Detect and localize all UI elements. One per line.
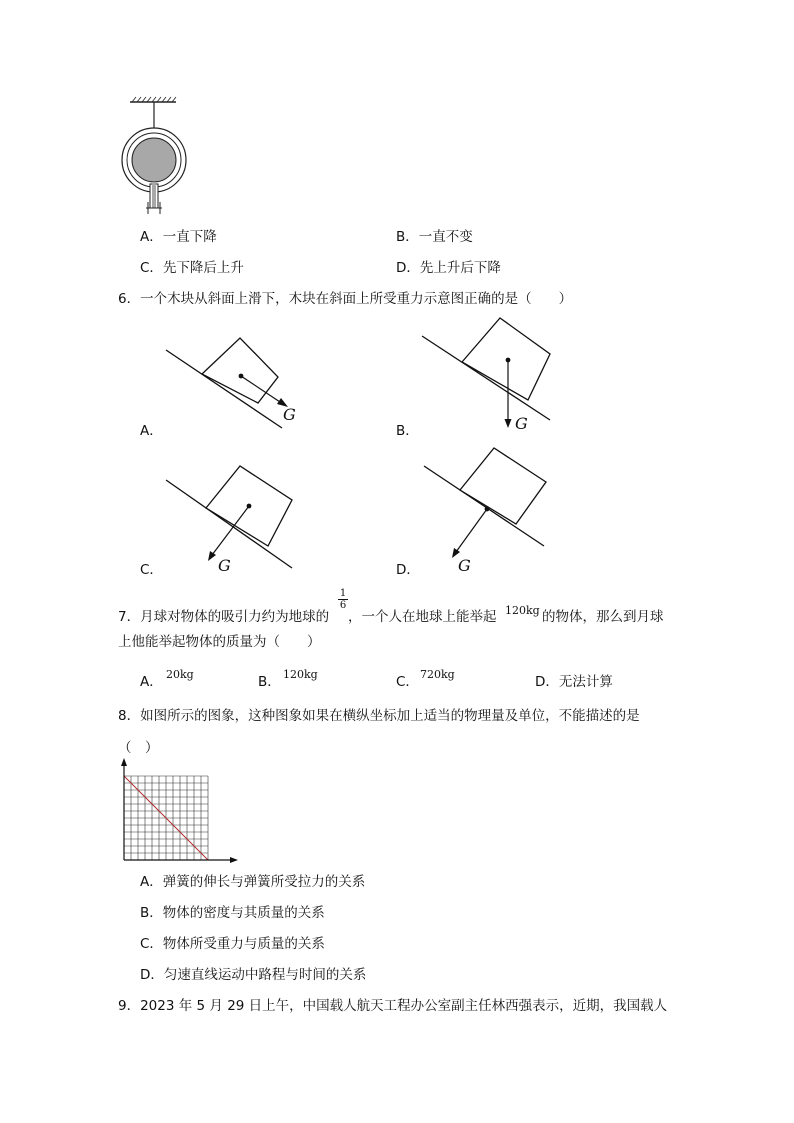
q5-option-c-text: 先下降后上升 <box>162 260 244 276</box>
q7-fraction <box>338 588 348 611</box>
q8-stem-line2: （ ） <box>118 740 159 756</box>
q5-option-c <box>140 259 244 277</box>
q7-option-b-letter: B． <box>258 674 281 690</box>
q7-option-d <box>535 673 613 691</box>
q7-stem-part-c: 的物体，那么到月球 <box>542 609 664 625</box>
q6-figure-d <box>420 446 560 556</box>
q6-b-g-label: G <box>515 414 528 433</box>
q8-option-d: D．匀速直线运动中路程与时间的关系 <box>140 967 367 983</box>
q7-option-c-letter: C． <box>396 674 419 690</box>
q7-stem-part-a: 7．月球对物体的吸引力约为地球的 <box>118 609 330 625</box>
q5-option-b-text: 一直不变 <box>418 229 473 245</box>
q7-stem-line2: 上他能举起物体的质量为（ ） <box>118 634 321 650</box>
q5-option-d-text: 先上升后下降 <box>419 260 501 276</box>
q7-option-a-letter: A． <box>140 674 163 690</box>
q7-option-d-value: 无法计算 <box>558 674 613 690</box>
q8-option-c: C．物体所受重力与质量的关系 <box>140 936 325 952</box>
q8-option-b: B．物体的密度与其质量的关系 <box>140 905 325 921</box>
q6-option-d: D． <box>396 562 420 578</box>
q6-option-c: C． <box>140 562 163 578</box>
q6-c-g-label: G <box>218 556 231 575</box>
q8-stem: 8．如图所示的图象，这种图象如果在横纵坐标加上适当的物理量及单位，不能描述的是 <box>118 708 640 724</box>
q7-mass-value: 120kg <box>505 604 540 617</box>
q5-option-a <box>140 228 217 246</box>
q9-stem: 9．2023 年 5 月 29 日上午，中国载人航天工程办公室副主任林西强表示，近期，我国载人 <box>118 998 668 1014</box>
q7-option-c-value: 720kg <box>420 668 455 681</box>
q5-option-b <box>396 228 473 246</box>
q7-option-a-value: 20kg <box>166 668 194 681</box>
q5-sphere-figure <box>110 96 200 216</box>
q6-figure-b <box>420 316 560 426</box>
q7-fraction-numerator: 1 <box>339 588 347 599</box>
q5-option-d-letter: D． <box>396 260 420 276</box>
q7-stem-part-b: ，一个人在地球上能举起 <box>348 609 497 625</box>
q6-d-g-label: G <box>458 556 471 575</box>
q8-option-a: A．弹簧的伸长与弹簧所受拉力的关系 <box>140 874 366 890</box>
q7-fraction-denominator: 6 <box>339 600 347 611</box>
q5-option-a-letter: A． <box>140 229 163 245</box>
q5-option-a-text: 一直下降 <box>162 229 217 245</box>
q7-option-d-letter: D． <box>535 674 559 690</box>
q7-option-b-value: 120kg <box>283 668 318 681</box>
q6-a-g-label: G <box>283 405 296 424</box>
q5-option-b-letter: B． <box>396 229 419 245</box>
q6-option-a: A． <box>140 423 163 439</box>
q5-option-c-letter: C． <box>140 260 163 276</box>
q6-figure-c <box>160 460 300 570</box>
q6-option-b: B． <box>396 423 419 439</box>
q6-stem: 6．一个木块从斜面上滑下，木块在斜面上所受重力示意图正确的是（ ） <box>118 291 573 307</box>
q5-option-d <box>396 259 501 277</box>
q8-grid-graph <box>112 760 242 866</box>
q6-figure-a <box>160 330 300 440</box>
